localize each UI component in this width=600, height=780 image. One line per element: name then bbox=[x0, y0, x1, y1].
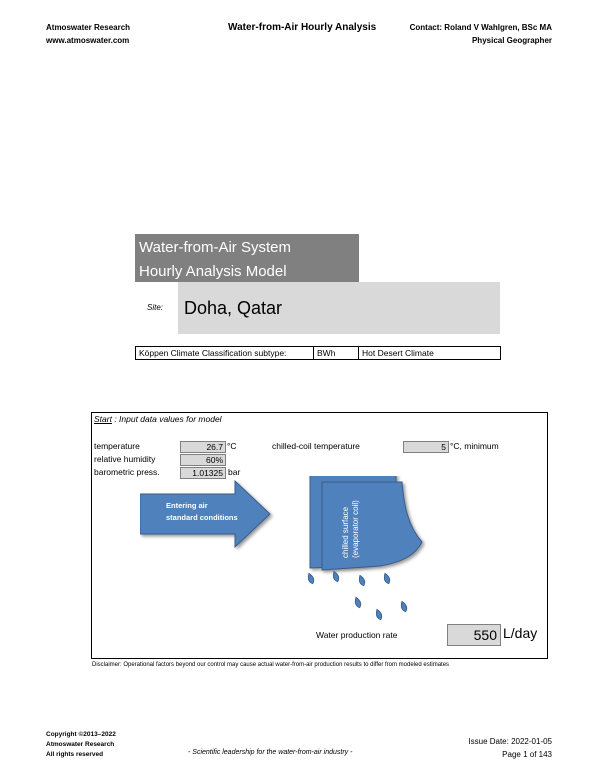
coil-temp-unit: °C, minimum bbox=[450, 441, 499, 451]
water-drop bbox=[358, 575, 366, 587]
header-title: Water-from-Air Hourly Analysis bbox=[228, 22, 377, 33]
koppen-row bbox=[135, 346, 501, 360]
air-to-water-diagram bbox=[140, 476, 440, 626]
coil-label-line2: (evaporator coil) bbox=[351, 500, 360, 558]
koppen-name: Hot Desert Climate bbox=[362, 348, 434, 358]
footer-page-number: Page 1 of 143 bbox=[502, 750, 552, 759]
model-title-line2: Hourly Analysis Model bbox=[139, 263, 287, 280]
header-contact: Contact: Roland V Wahlgren, BSc MA bbox=[409, 23, 552, 32]
disclaimer: Disclaimer: Operational factors beyond our control may cause actual water-from-air production results to differ from modeled estimates bbox=[92, 662, 450, 668]
production-label: Water production rate bbox=[316, 630, 398, 640]
footer-org: Atmoswater Research bbox=[46, 741, 115, 748]
site-field[interactable]: Doha, Qatar bbox=[178, 282, 500, 334]
water-drops bbox=[307, 571, 408, 621]
footer-copyright: Copyright ©2013–2022 bbox=[46, 731, 116, 738]
humidity-field[interactable]: 60% bbox=[180, 454, 226, 466]
coil-front-sheet bbox=[322, 482, 422, 570]
arrow-label-line2: standard conditions bbox=[166, 513, 238, 522]
pressure-unit: bar bbox=[228, 467, 241, 477]
temperature-field[interactable]: 26.7 bbox=[180, 441, 226, 453]
start-rest: : Input data values for model bbox=[111, 414, 222, 424]
arrow-label-line1: Entering air bbox=[166, 501, 208, 510]
temperature-unit: °C bbox=[227, 441, 237, 451]
water-drop bbox=[354, 597, 362, 609]
coil-temp-label: chilled-coil temperature bbox=[272, 441, 360, 451]
temperature-label: temperature bbox=[94, 441, 140, 451]
site-label: Site: bbox=[147, 303, 164, 312]
coil-temp-field[interactable]: 5 bbox=[403, 441, 449, 453]
pressure-field[interactable]: 1.01325 bbox=[180, 467, 226, 479]
water-drop bbox=[400, 601, 408, 613]
header-org: Atmoswater Research bbox=[46, 23, 131, 32]
pressure-label: barometric press. bbox=[94, 467, 160, 477]
water-drop bbox=[375, 609, 383, 621]
footer-rights: All rights reserved bbox=[46, 751, 104, 758]
water-drop bbox=[383, 573, 391, 585]
water-drop bbox=[307, 573, 315, 585]
footer-issue-date: Issue Date: 2022-01-05 bbox=[468, 737, 552, 746]
koppen-label: Köppen Climate Classification subtype: bbox=[136, 347, 314, 359]
start-heading bbox=[94, 414, 222, 425]
koppen-code: BWh bbox=[314, 347, 359, 359]
header-website[interactable]: www.atmoswater.com bbox=[46, 36, 130, 45]
water-drop bbox=[332, 571, 340, 583]
footer-tagline: - Scientific leadership for the water-from-air industry - bbox=[188, 749, 353, 756]
model-title-line1: Water-from-Air System bbox=[139, 239, 291, 256]
coil-label-line1: chilled surface bbox=[341, 506, 350, 558]
model-title-box bbox=[135, 234, 359, 282]
humidity-label: relative humidity bbox=[94, 454, 156, 464]
start-label: Start bbox=[94, 414, 112, 424]
header-role: Physical Geographer bbox=[471, 36, 552, 45]
production-unit: L/day bbox=[503, 625, 538, 641]
production-value-field[interactable]: 550 bbox=[447, 624, 501, 646]
